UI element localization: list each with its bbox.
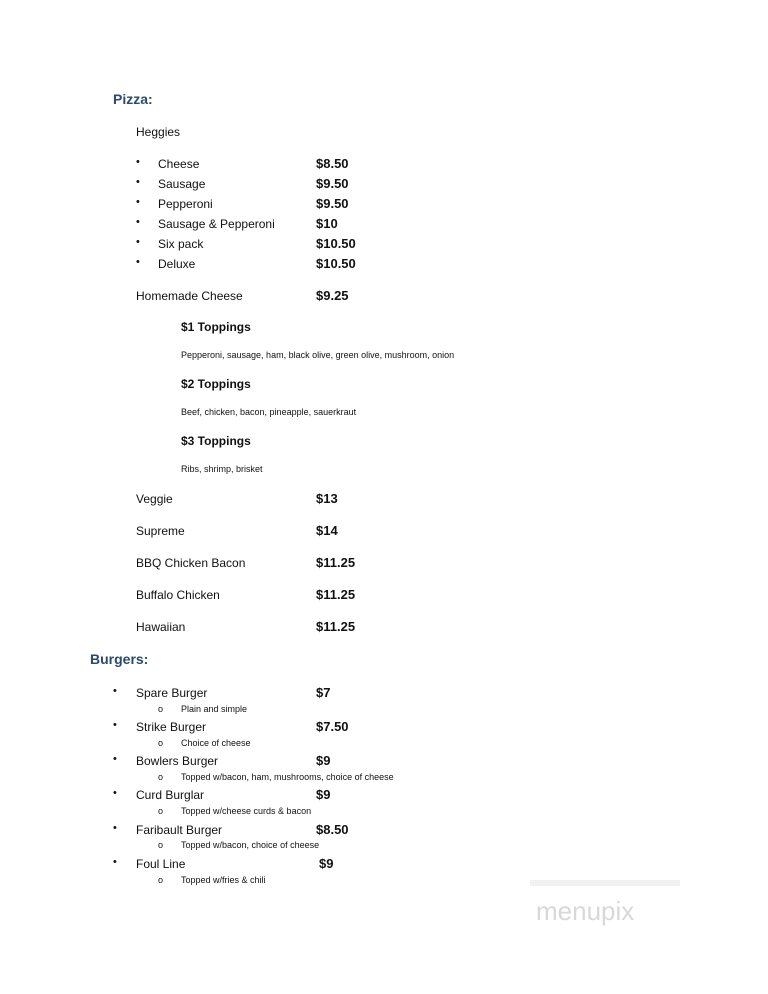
pizza-item-price: $8.50 xyxy=(316,156,349,171)
sub-bullet-icon: o xyxy=(158,738,164,748)
pizza-item-price: $10.50 xyxy=(316,256,356,271)
specialty-name: Veggie xyxy=(136,492,173,506)
homemade-cheese-price: $9.25 xyxy=(316,288,349,303)
burger-price: $7 xyxy=(316,685,331,700)
bullet-icon: • xyxy=(136,156,140,168)
specialty-name: Buffalo Chicken xyxy=(136,588,220,602)
specialty-price: $11.25 xyxy=(316,555,356,570)
burger-desc: Topped w/fries & chili xyxy=(181,875,266,885)
pizza-item-name: Six pack xyxy=(158,237,204,251)
watermark-tagline-bar xyxy=(530,880,680,886)
specialty-price: $11.25 xyxy=(316,587,356,602)
toppings-3-list: Ribs, shrimp, brisket xyxy=(181,464,263,474)
burger-price: $9 xyxy=(316,787,331,802)
burger-price: $8.50 xyxy=(316,822,349,837)
pizza-heading: Pizza: xyxy=(113,91,153,107)
toppings-3-title: $3 Toppings xyxy=(181,434,251,448)
bullet-icon: • xyxy=(136,176,140,188)
toppings-2-title: $2 Toppings xyxy=(181,377,251,391)
burger-price: $9 xyxy=(316,753,331,768)
toppings-1-title: $1 Toppings xyxy=(181,320,251,334)
sub-bullet-icon: o xyxy=(158,806,164,816)
specialty-price: $14 xyxy=(316,523,338,538)
burger-desc: Topped w/bacon, choice of cheese xyxy=(181,840,320,850)
bullet-icon: • xyxy=(113,787,117,799)
specialty-name: Hawaiian xyxy=(136,620,186,634)
bullet-icon: • xyxy=(136,236,140,248)
bullet-icon: • xyxy=(136,256,140,268)
sub-bullet-icon: o xyxy=(158,704,164,714)
toppings-1-list: Pepperoni, sausage, ham, black olive, green olive, mushroom, onion xyxy=(181,350,455,360)
bullet-icon: • xyxy=(113,856,117,868)
burger-price: $9 xyxy=(319,856,334,871)
watermark-logo: menupix xyxy=(536,896,635,926)
burger-name: Bowlers Burger xyxy=(136,754,219,768)
burgers-heading: Burgers: xyxy=(90,651,149,667)
pizza-item-name: Pepperoni xyxy=(158,197,213,211)
bullet-icon: • xyxy=(113,685,117,697)
pizza-item-name: Sausage & Pepperoni xyxy=(158,217,275,231)
burger-price: $7.50 xyxy=(316,719,349,734)
burger-name: Faribault Burger xyxy=(136,823,223,837)
specialty-name: Supreme xyxy=(136,524,185,538)
burger-desc: Topped w/cheese curds & bacon xyxy=(181,806,312,816)
pizza-item-price: $10 xyxy=(316,216,338,231)
specialty-price: $13 xyxy=(316,491,338,506)
pizza-item-price: $9.50 xyxy=(316,196,349,211)
pizza-item-name: Cheese xyxy=(158,157,200,171)
bullet-icon: • xyxy=(136,216,140,228)
sub-bullet-icon: o xyxy=(158,840,164,850)
burger-desc: Topped w/bacon, ham, mushrooms, choice of cheese xyxy=(181,772,394,782)
heggies-label: Heggies xyxy=(136,125,181,139)
pizza-item-name: Deluxe xyxy=(158,257,196,271)
pizza-item-price: $9.50 xyxy=(316,176,349,191)
bullet-icon: • xyxy=(113,822,117,834)
pizza-item-price: $10.50 xyxy=(316,236,356,251)
burger-desc: Choice of cheese xyxy=(181,738,251,748)
toppings-2-list: Beef, chicken, bacon, pineapple, sauerkraut xyxy=(181,407,357,417)
sub-bullet-icon: o xyxy=(158,875,164,885)
burger-name: Spare Burger xyxy=(136,686,208,700)
bullet-icon: • xyxy=(136,196,140,208)
specialty-price: $11.25 xyxy=(316,619,356,634)
pizza-item-name: Sausage xyxy=(158,177,206,191)
bullet-icon: • xyxy=(113,719,117,731)
bullet-icon: • xyxy=(113,753,117,765)
burger-desc: Plain and simple xyxy=(181,704,248,714)
burger-name: Curd Burglar xyxy=(136,788,205,802)
burger-name: Foul Line xyxy=(136,857,186,871)
homemade-cheese-name: Homemade Cheese xyxy=(136,289,243,303)
specialty-name: BBQ Chicken Bacon xyxy=(136,556,246,570)
sub-bullet-icon: o xyxy=(158,772,164,782)
burger-name: Strike Burger xyxy=(136,720,207,734)
